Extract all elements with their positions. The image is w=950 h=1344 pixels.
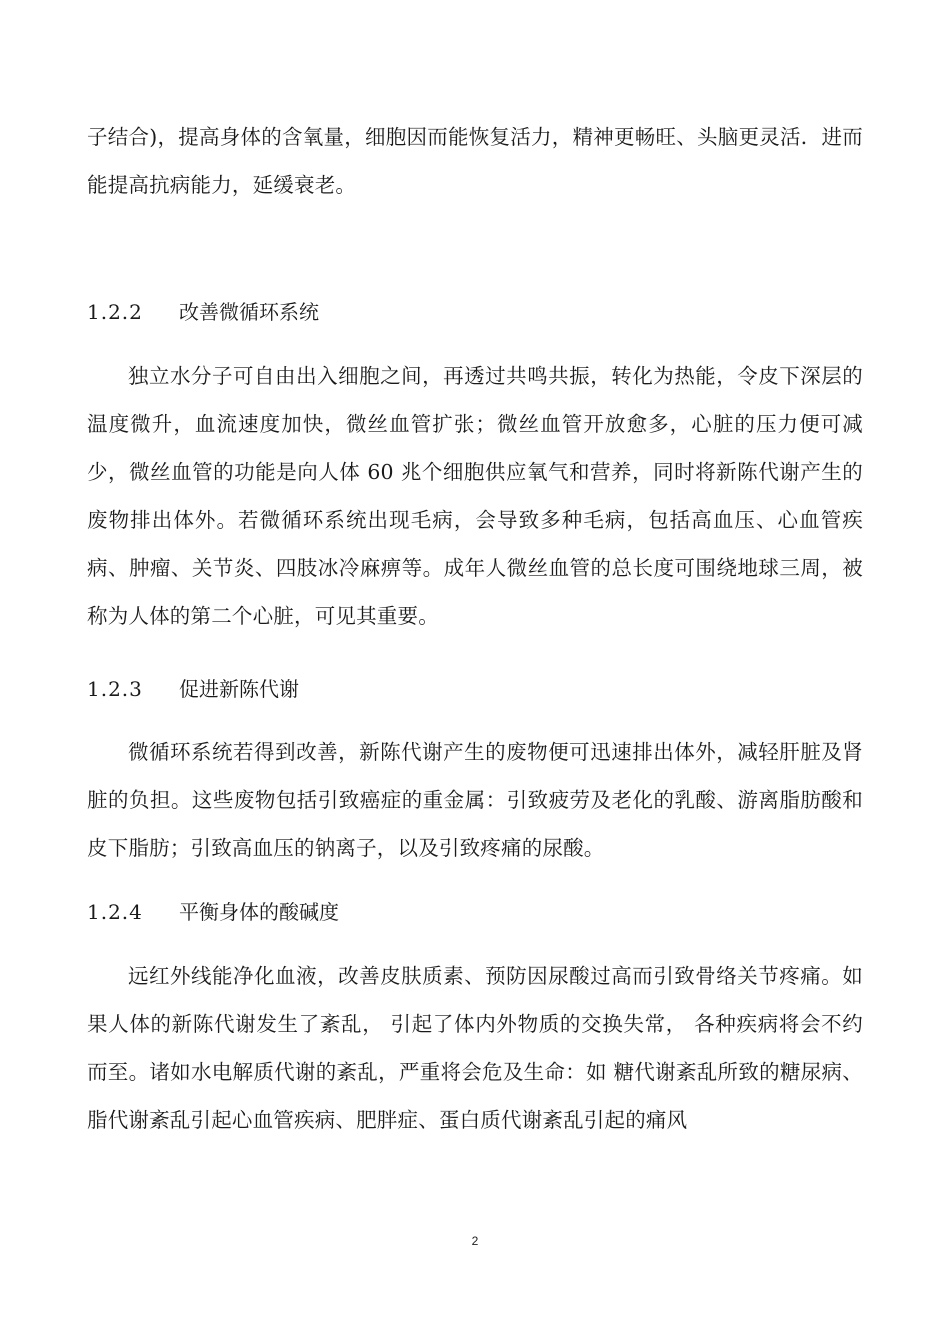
paragraph-intro: 子结合)，提高身体的含氧量，细胞因而能恢复活力，精神更畅旺、头脑更灵活．进而能提高抗病能力，延缓衰老。	[87, 125, 863, 197]
paragraph-acid-base: 远红外线能净化血液，改善皮肤质素、预防因尿酸过高而引致骨络关节疼痛。如果人体的新陈代谢发生了紊乱， 引起了体内外物质的交换失常， 各种疾病将会不约而至。诸如水电解质代谢的紊乱，严重将会危及生命：如 糖代谢紊乱所致的糖尿病、脂代谢紊乱引起心血管疾病、肥胖症、蛋白质代谢紊乱引起的痛风	[87, 964, 863, 1132]
section-number: 1.2.2	[87, 300, 143, 324]
section-heading-1-2-3	[87, 675, 299, 703]
page-number: 2	[471, 1234, 479, 1248]
section-title: 改善微循环系统	[179, 300, 319, 324]
section-title: 平衡身体的酸碱度	[179, 900, 339, 924]
section-title: 促进新陈代谢	[179, 677, 299, 701]
section-number: 1.2.4	[87, 900, 143, 924]
paragraph-microcirculation: 独立水分子可自由出入细胞之间，再透过共鸣共振，转化为热能，令皮下深层的温度微升，血流速度加快，微丝血管扩张；微丝血管开放愈多，心脏的压力便可减少，微丝血管的功能是向人体 60 兆个细胞供应氧气和营养，同时将新陈代谢产生的废物排出体外。若微循环系统出现毛病，会导致多种毛病，包括高血压、心血管疾病、肿瘤、关节炎、四肢冰冷麻痹等。成年人微丝血管的总长度可围绕地球三周，被称为人体的第二个心脏，可见其重要。	[87, 364, 863, 628]
section-heading-1-2-2	[87, 298, 319, 326]
section-heading-1-2-4	[87, 898, 339, 926]
paragraph-metabolism: 微循环系统若得到改善，新陈代谢产生的废物便可迅速排出体外，减轻肝脏及肾脏的负担。这些废物包括引致癌症的重金属：引致疲劳及老化的乳酸、游离脂肪酸和皮下脂肪；引致高血压的钠离子，以及引致疼痛的尿酸。	[87, 740, 863, 860]
section-number: 1.2.3	[87, 677, 143, 701]
